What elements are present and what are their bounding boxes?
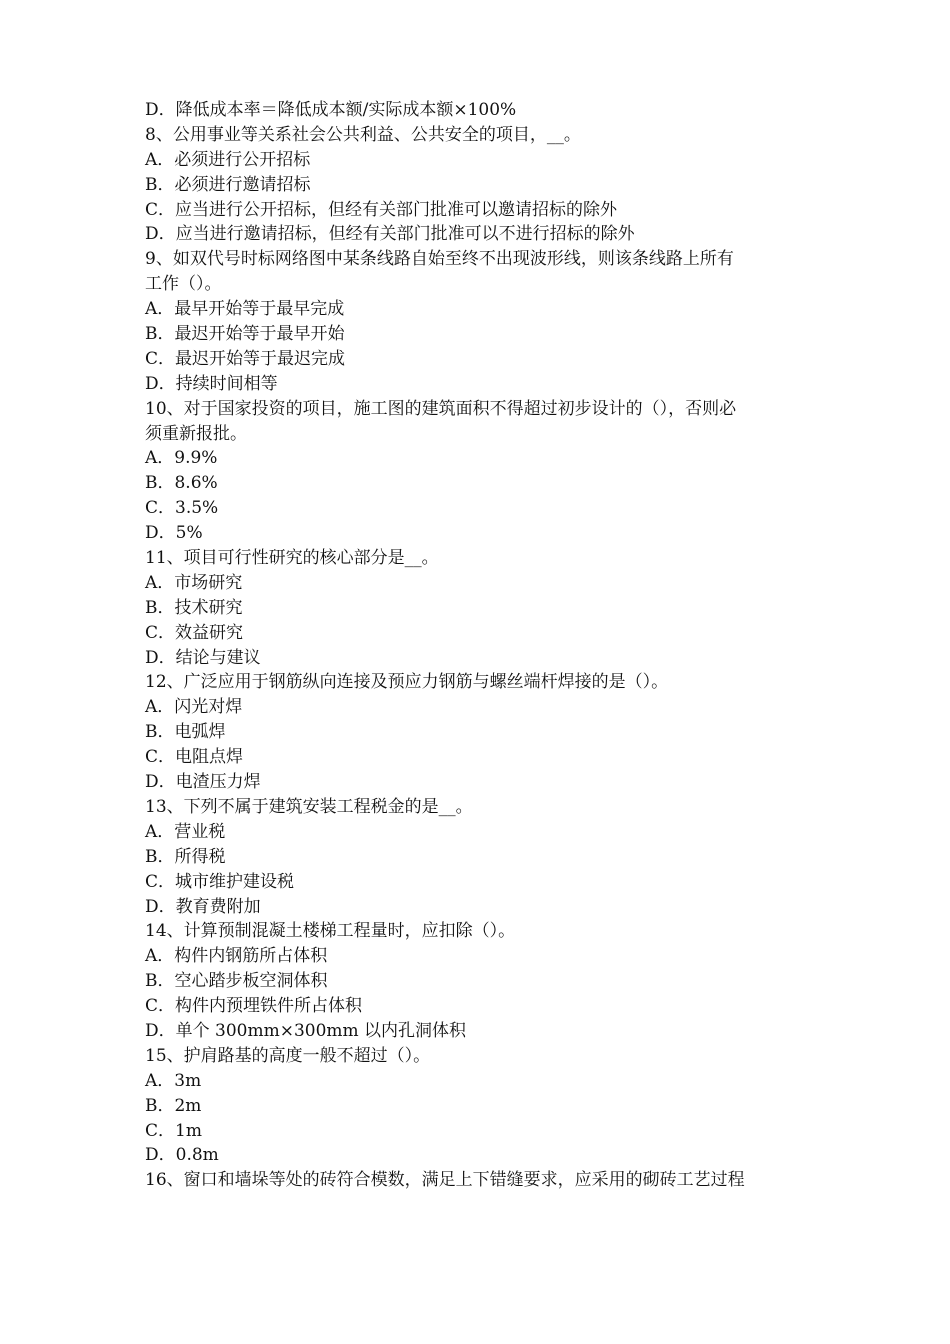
text-line: D．降低成本率＝降低成本额/实际成本额×100% [145, 100, 517, 120]
text-line: D．持续时间相等 [145, 373, 278, 394]
text-line: A．必须进行公开招标 [145, 149, 311, 170]
text-line: C．3.5% [145, 498, 219, 519]
text-line: B．空心踏步板空洞体积 [145, 971, 328, 992]
text-line: B．最迟开始等于最早开始 [145, 324, 345, 345]
text-line: 9、如双代号时标网络图中某条线路自始至终不出现波形线，则该条线路上所有 [145, 249, 734, 270]
text-line: 11、项目可行性研究的核心部分是__。 [145, 548, 439, 569]
text-line: D．电渣压力焊 [145, 772, 261, 793]
text-line: 10、对于国家投资的项目，施工图的建筑面积不得超过初步设计的（），否则必 [145, 398, 737, 419]
text-line: B．8.6% [145, 473, 218, 494]
text-line: 14、计算预制混凝土楼梯工程量时，应扣除（）。 [145, 921, 516, 942]
text-line: 13、下列不属于建筑安装工程税金的是__。 [145, 796, 473, 817]
text-line: B．所得税 [145, 846, 226, 867]
text-line: C．构件内预埋铁件所占体积 [145, 996, 363, 1017]
text-line: D．5% [145, 523, 203, 544]
text-line: A．9.9% [145, 448, 218, 469]
text-line: D．结论与建议 [145, 647, 261, 668]
text-line: A．闪光对焊 [145, 697, 243, 718]
text-line: A．构件内钢筋所占体积 [145, 946, 328, 967]
text-line: B．电弧焊 [145, 722, 226, 743]
text-line: 16、窗口和墙垛等处的砖符合模数，满足上下错缝要求，应采用的砌砖工艺过程 [145, 1170, 745, 1191]
text-line: A．3m [145, 1070, 202, 1091]
text-line: C．电阻点焊 [145, 747, 244, 768]
text-line: C．1m [145, 1120, 202, 1141]
text-line: D．教育费附加 [145, 896, 261, 917]
text-line: A．市场研究 [145, 572, 243, 593]
text-line: 工作（）。 [145, 274, 222, 295]
text-line: D．0.8m [145, 1145, 219, 1166]
text-line: B．必须进行邀请招标 [145, 174, 311, 195]
text-line: 15、护肩路基的高度一般不超过（）。 [145, 1045, 431, 1066]
text-line: C．城市维护建设税 [145, 871, 295, 892]
text-line: C．最迟开始等于最迟完成 [145, 348, 346, 369]
text-line: C．应当进行公开招标，但经有关部门批准可以邀请招标的除外 [145, 199, 618, 220]
text-line: D．单个 300mm×300mm 以内孔洞体积 [145, 1020, 467, 1041]
text-line: B．技术研究 [145, 597, 243, 618]
exam-questions-text [145, 98, 810, 1193]
text-line: D．应当进行邀请招标，但经有关部门批准可以不进行招标的除外 [145, 224, 635, 245]
text-line: 12、广泛应用于钢筋纵向连接及预应力钢筋与螺丝端杆焊接的是（）。 [145, 672, 669, 693]
text-line: A．最早开始等于最早完成 [145, 299, 345, 320]
text-line: 须重新报批。 [145, 423, 247, 444]
text-line: A．营业税 [145, 821, 226, 842]
text-line: B．2m [145, 1095, 202, 1116]
text-line: 8、公用事业等关系社会公共利益、公共安全的项目，__。 [145, 124, 581, 145]
text-line: C．效益研究 [145, 622, 244, 643]
